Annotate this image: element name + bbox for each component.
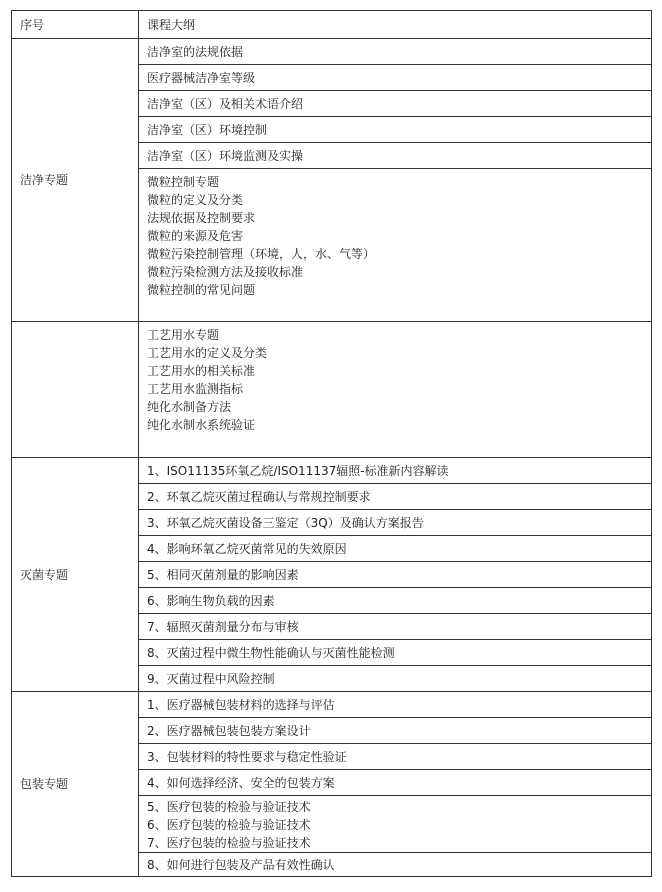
header-row [12, 11, 652, 39]
cell-line: 工艺用水的相关标准 [147, 364, 256, 378]
section-name-water [12, 322, 139, 458]
table-cell: 医疗器械洁净室等级 [139, 65, 652, 91]
table-cell-multiline [139, 322, 652, 458]
table-cell: 6、影响生物负载的因素 [139, 588, 652, 614]
cell-line: 微粒的来源及危害 [147, 229, 244, 243]
table-cell: 2、环氧乙烷灭菌过程确认与常规控制要求 [139, 484, 652, 510]
table-cell: 4、如何选择经济、安全的包装方案 [139, 770, 652, 796]
header-col-outline: 课程大纲 [139, 11, 652, 39]
table-cell: 1、医疗器械包装材料的选择与评估 [139, 692, 652, 718]
table-row [12, 458, 652, 484]
cell-line: 纯化水制备方法 [147, 400, 232, 414]
section-name-clean: 洁净专题 [12, 39, 139, 322]
cell-line: 6、医疗包装的检验与验证技术 [147, 818, 311, 832]
table-cell: 洁净室的法规依据 [139, 39, 652, 65]
table-cell: 洁净室（区）环境控制 [139, 117, 652, 143]
cell-line: 微粒污染控制管理（环境，人，水、气等） [147, 247, 376, 261]
cell-line: 微粒的定义及分类 [147, 193, 244, 207]
table-cell: 洁净室（区）及相关术语介绍 [139, 91, 652, 117]
table-row [12, 692, 652, 718]
table-cell: 3、包装材料的特性要求与稳定性验证 [139, 744, 652, 770]
cell-line: 工艺用水的定义及分类 [147, 346, 268, 360]
cell-line: 法规依据及控制要求 [147, 211, 256, 225]
cell-line: 微粒控制专题 [147, 175, 220, 189]
course-outline-table [11, 10, 652, 877]
cell-line: 工艺用水监测指标 [147, 382, 244, 396]
table-cell: 2、医疗器械包装包装方案设计 [139, 718, 652, 744]
cell-line: 工艺用水专题 [147, 328, 220, 342]
section-name-packaging: 包装专题 [12, 692, 139, 877]
cell-line: 微粒控制的常见问题 [147, 283, 256, 297]
table-cell-multiline [139, 169, 652, 322]
table-cell: 9、灭菌过程中风险控制 [139, 666, 652, 692]
table-cell: 8、如何进行包装及产品有效性确认 [139, 853, 652, 877]
header-col-number: 序号 [12, 11, 139, 39]
table-cell: 4、影响环氧乙烷灭菌常见的失效原因 [139, 536, 652, 562]
table-cell: 1、ISO11135环氧乙烷/ISO11137辐照-标准新内容解读 [139, 458, 652, 484]
section-name-sterilization: 灭菌专题 [12, 458, 139, 692]
table-row [12, 39, 652, 65]
cell-line: 纯化水制水系统验证 [147, 418, 256, 432]
table-cell: 5、相同灭菌剂量的影响因素 [139, 562, 652, 588]
cell-line: 5、医疗包装的检验与验证技术 [147, 800, 311, 814]
table-row [12, 322, 652, 458]
table-cell: 洁净室（区）环境监测及实操 [139, 143, 652, 169]
cell-line: 7、医疗包装的检验与验证技术 [147, 836, 311, 850]
cell-line: 微粒污染检测方法及接收标准 [147, 265, 304, 279]
table-cell: 8、灭菌过程中微生物性能确认与灭菌性能检测 [139, 640, 652, 666]
table-cell-multiline [139, 796, 652, 853]
table-cell: 7、辐照灭菌剂量分布与审核 [139, 614, 652, 640]
table-cell: 3、环氧乙烷灭菌设备三鉴定（3Q）及确认方案报告 [139, 510, 652, 536]
